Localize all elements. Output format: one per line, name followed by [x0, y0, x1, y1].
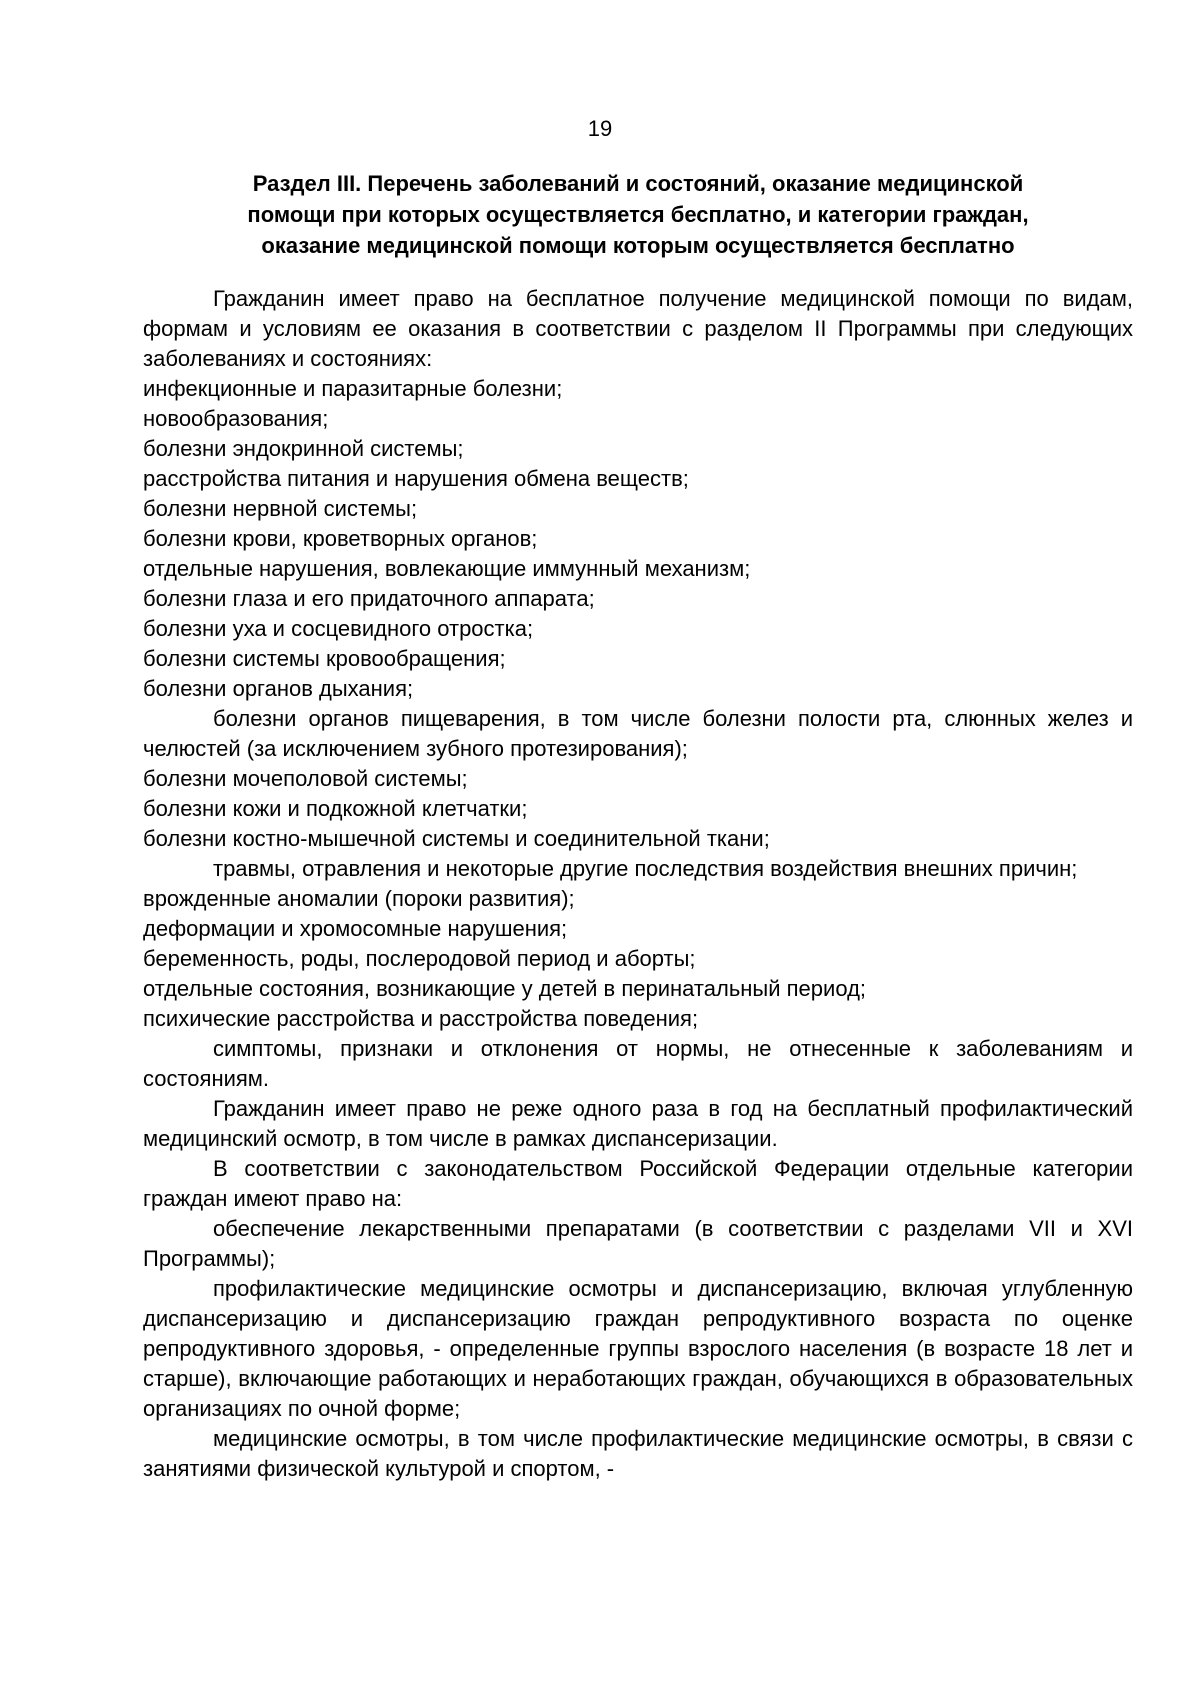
- disease-item: симптомы, признаки и отклонения от нормы, не отнесенные к заболеваниям и состояниям.: [143, 1036, 1133, 1091]
- disease-item: болезни органов дыхания;: [143, 676, 414, 701]
- disease-item: психические расстройства и расстройства поведения;: [143, 1006, 699, 1031]
- disease-item: отдельные состояния, возникающие у детей в перинатальный период;: [143, 976, 867, 1001]
- body-text: [143, 284, 1133, 1484]
- checkup-paragraph: Гражданин имеет право не реже одного раза в год на бесплатный профилактический медицинский осмотр, в том числе в рамках диспансеризации.: [143, 1096, 1133, 1151]
- disease-item: врожденные аномалии (пороки развития);: [143, 886, 575, 911]
- right-item: медицинские осмотры, в том числе профилактические медицинские осмотры, в связи с занятиями физической культурой и спортом, -: [143, 1426, 1133, 1481]
- disease-item: болезни глаза и его придаточного аппарата;: [143, 586, 595, 611]
- disease-item: болезни уха и сосцевидного отростка;: [143, 616, 534, 641]
- disease-item: новообразования;: [143, 406, 329, 431]
- disease-item: болезни мочеполовой системы;: [143, 766, 468, 791]
- right-item: профилактические медицинские осмотры и диспансеризацию, включая углубленную диспансеризацию и диспансеризацию граждан репродуктивного возраста по оценке репродуктивного здоровья, - определенные группы взрослого населения (в возрасте 18 лет и старше), включающие работающих и неработающих граждан, обучающихся в образовательных организациях по очной форме;: [143, 1276, 1133, 1421]
- section-title: [143, 168, 1133, 261]
- disease-item: болезни костно-мышечной системы и соединительной ткани;: [143, 826, 770, 851]
- right-item: обеспечение лекарственными препаратами (в соответствии с разделами VII и XVI Программы);: [143, 1216, 1133, 1271]
- disease-item: болезни органов пищеварения, в том числе болезни полости рта, слюнных желез и челюстей (за исключением зубного протезирования);: [143, 706, 1133, 761]
- disease-item: деформации и хромосомные нарушения;: [143, 916, 568, 941]
- disease-item: инфекционные и паразитарные болезни;: [143, 376, 563, 401]
- disease-item: болезни нервной системы;: [143, 496, 418, 521]
- disease-item: болезни системы кровообращения;: [143, 646, 506, 671]
- disease-item: отдельные нарушения, вовлекающие иммунный механизм;: [143, 556, 751, 581]
- disease-item: расстройства питания и нарушения обмена веществ;: [143, 466, 689, 491]
- disease-item: болезни крови, кроветворных органов;: [143, 526, 538, 551]
- section-title-line-1: Раздел III. Перечень заболеваний и состояний, оказание медицинской: [252, 171, 1024, 196]
- section-title-line-3: оказание медицинской помощи которым осуществляется бесплатно: [261, 233, 1015, 258]
- disease-item: болезни кожи и подкожной клетчатки;: [143, 796, 528, 821]
- disease-item: беременность, роды, послеродовой период и аборты;: [143, 946, 696, 971]
- section-title-line-2: помощи при которых осуществляется бесплатно, и категории граждан,: [247, 202, 1029, 227]
- disease-item: болезни эндокринной системы;: [143, 436, 464, 461]
- intro-paragraph: Гражданин имеет право на бесплатное получение медицинской помощи по видам, формам и условиям ее оказания в соответствии с разделом II Программы при следующих заболеваниях и состояниях:: [143, 286, 1133, 371]
- categories-intro-paragraph: В соответствии с законодательством Российской Федерации отдельные категории граждан имеют право на:: [143, 1156, 1133, 1211]
- disease-item: травмы, отравления и некоторые другие последствия воздействия внешних причин;: [213, 856, 1078, 881]
- page-number: 19: [587, 116, 613, 141]
